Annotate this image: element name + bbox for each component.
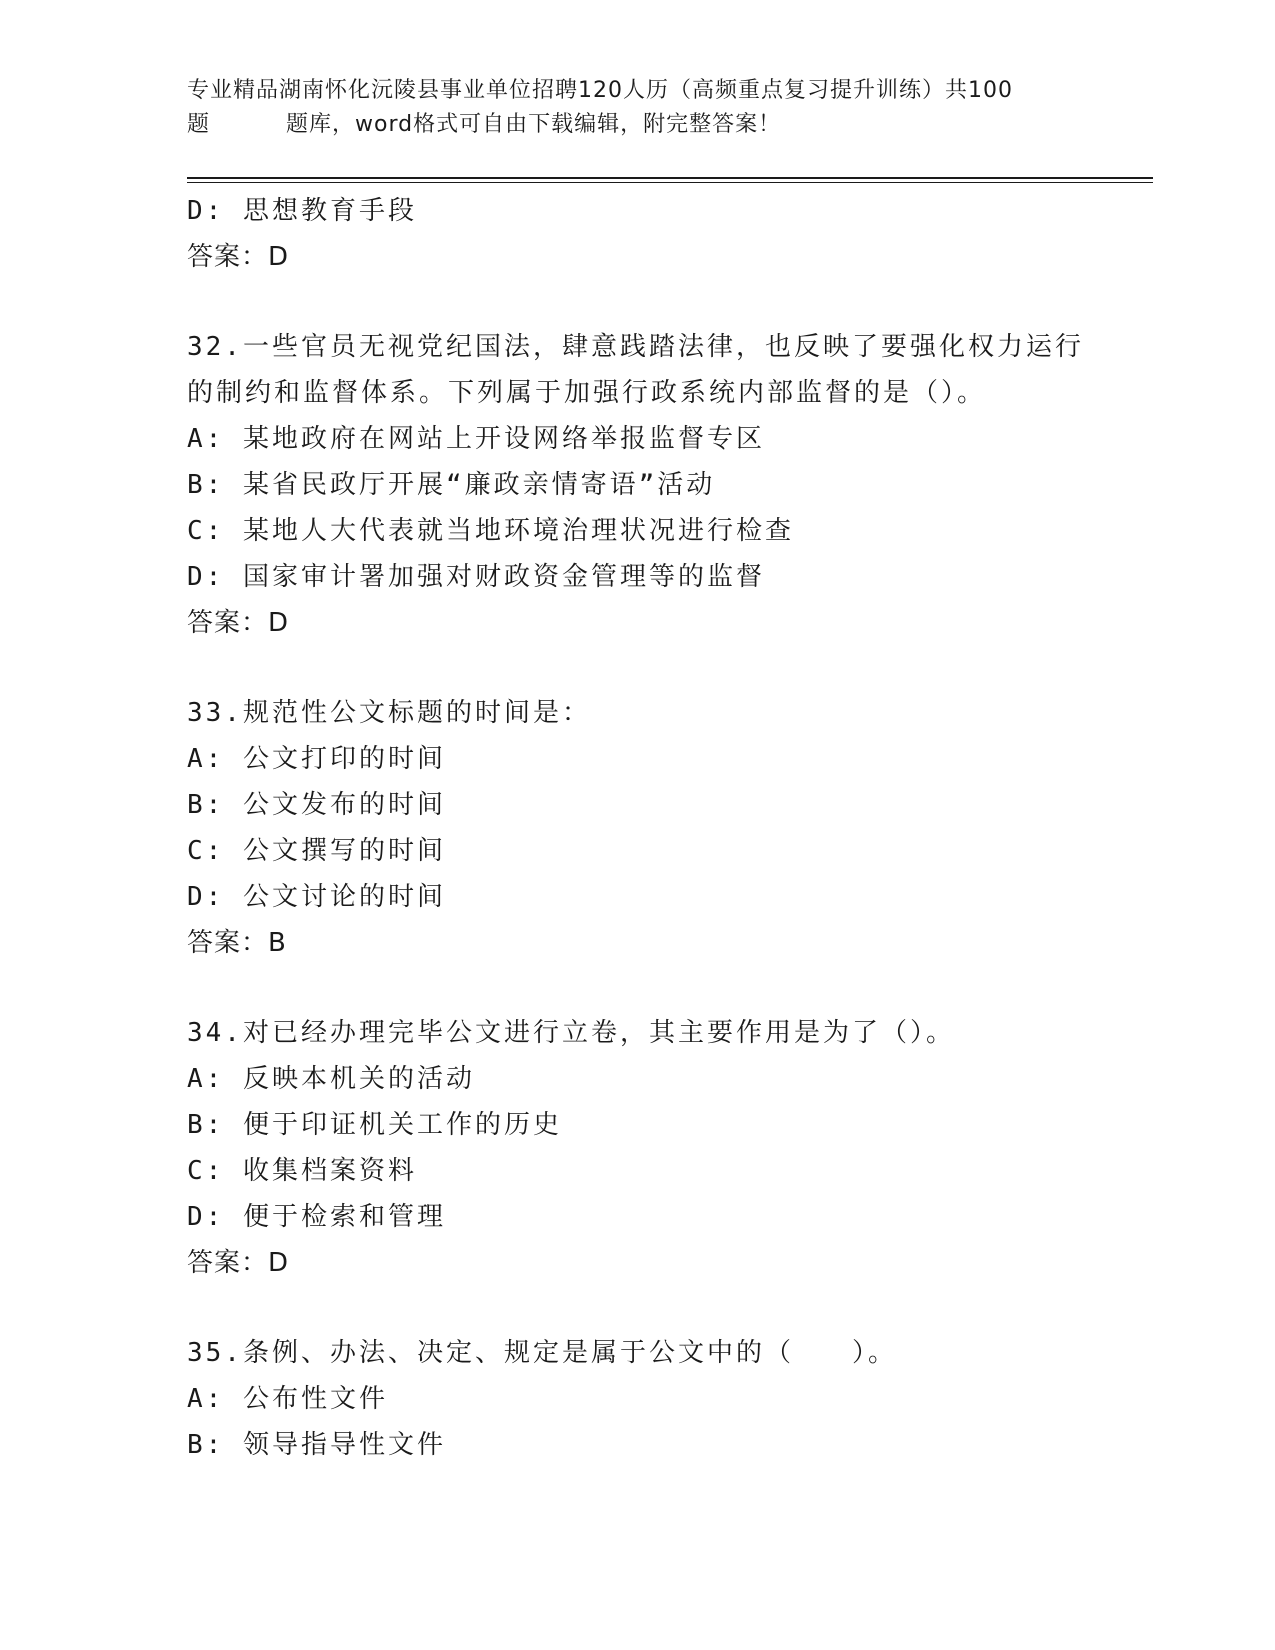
option-b: B: 某省民政厅开展“廉政亲情寄语”活动: [187, 470, 716, 500]
question-stem: 的制约和监督体系。下列属于加强行政系统内部监督的是（）。: [187, 378, 987, 408]
header-title-line2: [187, 108, 1087, 142]
question-stem: 35.条例、办法、决定、规定是属于公文中的（ ）。: [187, 1338, 897, 1368]
answer-line: 答案：D: [187, 608, 290, 638]
option-b: B: 公文发布的时间: [187, 790, 446, 820]
option-b: B: 便于印证机关工作的历史: [187, 1110, 562, 1140]
answer-line: 答案：D: [187, 1248, 290, 1278]
page-header: [187, 74, 1087, 142]
header-title-line2-rest: 题库，word格式可自由下载编辑，附完整答案！: [286, 112, 782, 137]
question-32: [187, 324, 1087, 646]
option-d: D: 便于检索和管理: [187, 1202, 446, 1232]
header-title-line2-start: 题: [187, 112, 211, 137]
document-body: [187, 188, 1087, 1468]
option-d: D: 国家审计署加强对财政资金管理等的监督: [187, 562, 765, 592]
option-a: A: 某地政府在网站上开设网络举报监督专区: [187, 424, 765, 454]
question-stem: 34.对已经办理完毕公文进行立卷，其主要作用是为了（）。: [187, 1018, 955, 1048]
option-d: D: 公文讨论的时间: [187, 882, 446, 912]
header-title-line1: 专业精品湖南怀化沅陵县事业单位招聘120人历（高频重点复习提升训练）共100: [187, 78, 1013, 103]
question-stem: 33.规范性公文标题的时间是：: [187, 698, 591, 728]
answer-line: 答案：B: [187, 928, 287, 958]
option-a: A: 公布性文件: [187, 1384, 388, 1414]
option-a: A: 反映本机关的活动: [187, 1064, 475, 1094]
header-divider-thick: [187, 177, 1153, 179]
option-b: B: 领导指导性文件: [187, 1430, 446, 1460]
option-c: C: 收集档案资料: [187, 1156, 417, 1186]
question-stem: 32.一些官员无视党纪国法，肆意践踏法律，也反映了要强化权力运行: [187, 332, 1084, 362]
header-divider-thin: [187, 182, 1153, 183]
option-a: A: 公文打印的时间: [187, 744, 446, 774]
question-33: [187, 690, 1087, 966]
question-35: [187, 1330, 1087, 1468]
option-c: C: 某地人大代表就当地环境治理状况进行检查: [187, 516, 794, 546]
answer-line: 答案：D: [187, 242, 290, 272]
option-d: D: 思想教育手段: [187, 196, 417, 226]
question-34: [187, 1010, 1087, 1286]
option-c: C: 公文撰写的时间: [187, 836, 446, 866]
